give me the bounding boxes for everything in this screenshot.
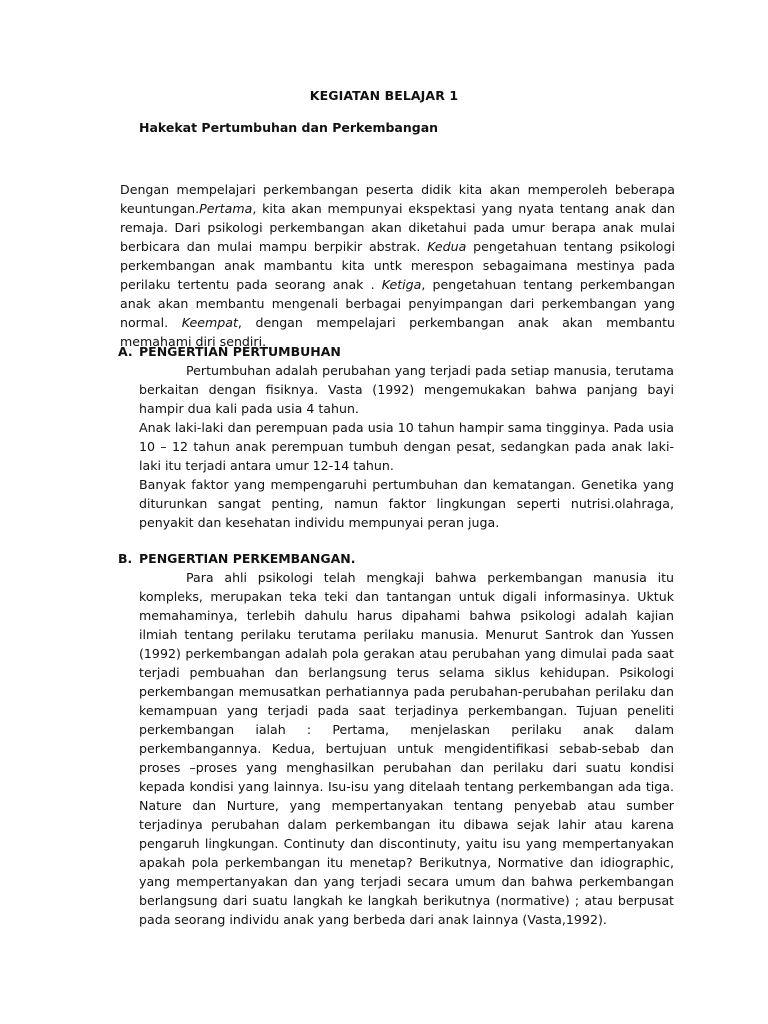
document-title: KEGIATAN BELAJAR 1 — [309, 88, 459, 103]
intro-text-2: , kita akan mempunyai ekspektasi yang nyata tentang anak dan remaja. Dari psikologi perkembangan akan diketahui pada umur berapa anak mulai berbicara dan mulai mampu berpikir abstrak. — [120, 201, 675, 254]
intro-text-5: , dengan mempelajari perkembangan anak akan membantu memahami diri sendiri. — [120, 315, 675, 349]
intro-text-4: , pengetahuan tentang perkembangan anak akan membantu mengenali berbagai penyimpangan dari perkembangan yang normal. — [120, 277, 676, 330]
section-heading — [118, 549, 678, 568]
section-paragraph: Banyak faktor yang mempengaruhi pertumbuhan dan kematangan. Genetika yang diturunkan sangat penting, namun faktor lingkungan seperti nutrisi.olahraga, penyakit dan kesehatan individu mempunyai peran juga. — [139, 477, 674, 530]
section-perkembangan — [118, 549, 678, 929]
section-letter: B. — [118, 551, 133, 566]
section-body — [139, 568, 674, 929]
intro-emphasis-4: Keempat — [181, 315, 238, 330]
intro-text-3: pengetahuan tentang psikologi perkembangan anak mambantu kita untk merespon sebagaimana mestinya pada perilaku tertentu pada seorang anak . — [120, 239, 675, 292]
intro-emphasis-3: Ketiga — [381, 277, 422, 292]
section-paragraph: Para ahli psikologi telah mengkaji bahwa perkembangan manusia itu kompleks, merupakan teka teki dan tantangan untuk digali informasinya. Uktuk memahaminya, terlebih dahulu harus dipahami bahwa psikologi adalah kajian ilmiah tentang perilaku terutama perilaku manusia. Menurut Santrok dan Yussen (1992) perkembangan adalah pola gerakan atau perubahan yang dimulai pada saat terjadi pembuahan dan berlangsung terus selama siklus kehidupan. Psikologi perkembangan memusatkan perhatiannya pada perubahan-perubahan perilaku dan kemampuan yang terjadi pada saat terjadinya perkembangan. Tujuan peneliti perkembangan ialah : Pertama, menjelaskan perilaku anak dalam perkembangannya. Kedua, bertujuan untuk mengidentifikasi sebab-sebab dan proses –proses yang menghasilkan perubahan dan perilaku dari suatu kondisi kepada kondisi yang lainnya. Isu-isu yang ditelaah tentang perkembangan ada tiga. Nature dan Nurture, yang mempertanyakan tentang penyebab atau sumber terjadinya perubahan dalam perkembangan itu dibawa sejak lahir atau karena pengaruh lingkungan. Continuty dan discontinuty, yaitu isu yang mempertanyakan apakah pola perkembangan itu menetap? Berikutnya, Normative dan idiographic, yang mempertanyakan dan yang terjadi secara umum dan bahwa perkembangan berlangsung dari suatu langkah ke langkah berikutnya (normative) ; atau berpusat pada seorang individu anak yang berbeda dari anak lainnya (Vasta,1992). — [139, 570, 674, 927]
section-heading — [118, 342, 678, 361]
section-body — [139, 361, 674, 532]
intro-emphasis-1: Pertama — [199, 201, 253, 216]
section-paragraph: Pertumbuhan adalah perubahan yang terjadi pada setiap manusia, terutama berkaitan dengan fisiknya. Vasta (1992) mengemukakan bahwa panjang bayi hampir dua kali pada usia 4 tahun. — [139, 363, 674, 416]
intro-emphasis-2: Kedua — [427, 239, 467, 254]
section-pertumbuhan — [118, 342, 678, 532]
intro-text-1: Dengan mempelajari perkembangan peserta didik kita akan memperoleh beberapa keuntungan. — [120, 182, 675, 216]
section-letter: A. — [118, 344, 133, 359]
section-title: PENGERTIAN PERTUMBUHAN — [139, 344, 341, 359]
section-paragraph: Anak laki-laki dan perempuan pada usia 10 tahun hampir sama tingginya. Pada usia 10 – 12 tahun anak perempuan tumbuh dengan pesat, sedangkan pada anak laki-laki itu terjadi antara umur 12-14 tahun. — [139, 420, 674, 473]
document-subtitle: Hakekat Pertumbuhan dan Perkembangan — [139, 120, 439, 135]
intro-paragraph — [120, 180, 675, 351]
section-title: PENGERTIAN PERKEMBANGAN. — [139, 551, 356, 566]
